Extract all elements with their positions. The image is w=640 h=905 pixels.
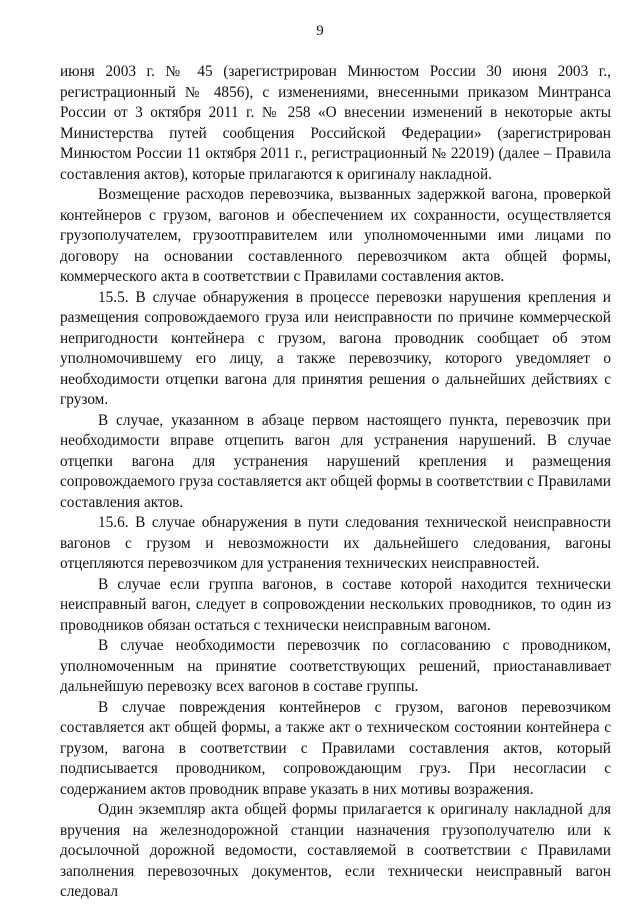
paragraph-continuation: июня 2003 г. № 45 (зарегистрирован Минюстом России 30 июня 2003 г., регистрационный № 4856), с изменениями, внесенными приказом Минтранса России от 3 октября 2011 г. № 258 «О внесении изменений в некоторые акты Министерства путей сообщения Российской Федерации» (зарегистрирован Минюстом России 11 октября 2011 г., регистрационный № 22019) (далее – Правила составления актов), которые прилагаются к оригиналу накладной. [60, 63, 611, 183]
paragraph-act-copy: Один экземпляр акта общей формы прилагается к оригиналу накладной для вручения на железнодорожной станции назначения грузополучателю или к досылочной дорожной ведомости, составляемой в соответствии с Правилами заполнения перевозочных документов, если технически неисправный вагон следовал [60, 801, 611, 900]
paragraph-expense-reimbursement: Возмещение расходов перевозчика, вызванных задержкой вагона, проверкой контейнеров с грузом, вагонов и обеспечением их сохранности, осуществляется грузополучателем, грузоотправителем или уполномоченными ими лицами по договору на основании составленного перевозчиком акта общей формы, коммерческого акта в соответствии с Правилами составления актов. [60, 186, 611, 285]
paragraph-15-6: 15.6. В случае обнаружения в пути следования технической неисправности вагонов с грузом и невозможности их дальнейшего следования, вагоны отцепляются перевозчиком для устранения технических неисправностей. [60, 514, 611, 572]
paragraph-suspension: В случае необходимости перевозчик по согласованию с проводником, уполномоченным на принятие соответствующих решений, приостанавливает дальнейшую перевозку всех вагонов в составе группы. [60, 637, 611, 695]
page-number: 9 [316, 23, 324, 39]
paragraph-group-of-wagons: В случае если группа вагонов, в составе которой находится технически неисправный вагон, следует в сопровождении нескольких проводников, то один из проводников обязан остаться с технически неисправным вагоном. [60, 575, 611, 634]
paragraph-15-5-uncoupling: В случае, указанном в абзаце первом настоящего пункта, перевозчик при необходимости вправе отцепить вагон для устранения нарушений. В случае отцепки вагона для устранения нарушений крепления и размещения сопровождаемого груза составляется акт общей формы в соответствии с Правилами составления актов. [60, 411, 611, 511]
paragraph-15-5: 15.5. В случае обнаружения в процессе перевозки нарушения крепления и размещения сопровождаемого груза или неисправности по причине коммерческой непригодности контейнера с грузом, вагона проводник сообщает об этом уполномочившему его лицу, а также перевозчику, которого уведомляет о необходимости отцепки вагона для принятия решения о дальнейших действиях с грузом. [60, 288, 611, 408]
paragraph-damage-act: В случае повреждения контейнеров с грузом, вагонов перевозчиком составляется акт общей формы, а также акт о техническом состоянии контейнера с грузом, вагона в соответствии с Правилами составления актов, который подписывается проводником, сопровождающим груз. При несогласии с содержанием актов проводник вправе указать в них мотивы возражения. [60, 698, 611, 798]
document-body [60, 62, 611, 903]
